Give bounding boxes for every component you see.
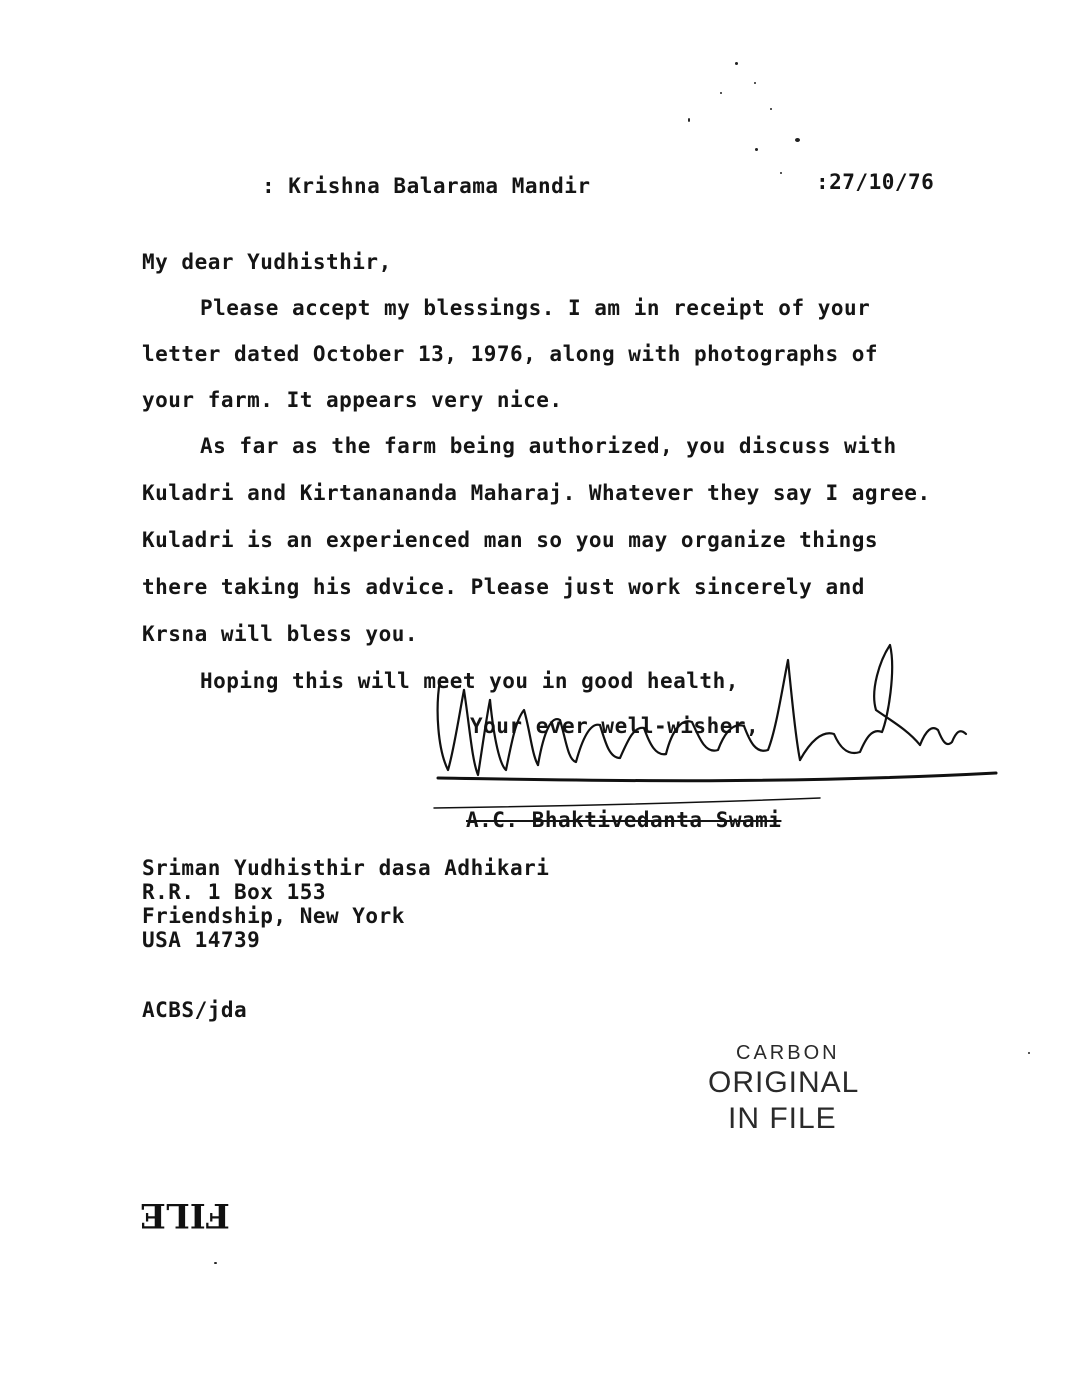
speck bbox=[214, 1262, 217, 1264]
speck bbox=[735, 62, 738, 65]
signatory-name: A.C. Bhaktivedanta Swami bbox=[466, 808, 782, 832]
speck bbox=[1028, 1052, 1030, 1054]
stamp-in-file: IN FILE bbox=[728, 1102, 837, 1135]
file-mark: FILE bbox=[140, 1195, 230, 1235]
closing-signoff: Your ever well-wisher, bbox=[470, 714, 760, 738]
speck bbox=[755, 148, 758, 151]
recipient-street: R.R. 1 Box 153 bbox=[142, 880, 327, 904]
salutation: My dear Yudhisthir, bbox=[142, 250, 392, 274]
closing-hope: Hoping this will meet you in good health, bbox=[200, 669, 739, 693]
paragraph2-line: Kuladri and Kirtanananda Maharaj. Whatever they say I agree. bbox=[142, 481, 931, 505]
paragraph1-line: letter dated October 13, 1976, along with photographs of bbox=[142, 342, 879, 366]
speck bbox=[795, 138, 800, 142]
recipient-city: Friendship, New York bbox=[142, 904, 405, 928]
paragraph1-line: Please accept my blessings. I am in receipt of your bbox=[200, 296, 871, 320]
paragraph2-line: there taking his advice. Please just work sincerely and bbox=[142, 575, 865, 599]
letter-date: :27/10/76 bbox=[816, 170, 935, 194]
paragraph2-line: Krsna will bless you. bbox=[142, 622, 419, 646]
speck bbox=[688, 118, 690, 122]
speck bbox=[780, 172, 782, 174]
speck bbox=[720, 92, 722, 94]
speck bbox=[770, 108, 772, 110]
reference-initials: ACBS/jda bbox=[142, 998, 248, 1022]
stamp-carbon: CARBON bbox=[736, 1042, 840, 1064]
speck bbox=[754, 82, 756, 84]
recipient-name: Sriman Yudhisthir dasa Adhikari bbox=[142, 856, 550, 880]
handwritten-signature bbox=[420, 630, 1020, 830]
paragraph1-line: your farm. It appears very nice. bbox=[142, 388, 563, 412]
recipient-country: USA 14739 bbox=[142, 928, 261, 952]
paragraph2-line: As far as the farm being authorized, you discuss with bbox=[200, 434, 897, 458]
stamp-original: ORIGINAL bbox=[708, 1066, 860, 1099]
letterhead-address: : Krishna Balarama Mandir bbox=[262, 174, 591, 198]
paragraph2-line: Kuladri is an experienced man so you may organize things bbox=[142, 528, 879, 552]
